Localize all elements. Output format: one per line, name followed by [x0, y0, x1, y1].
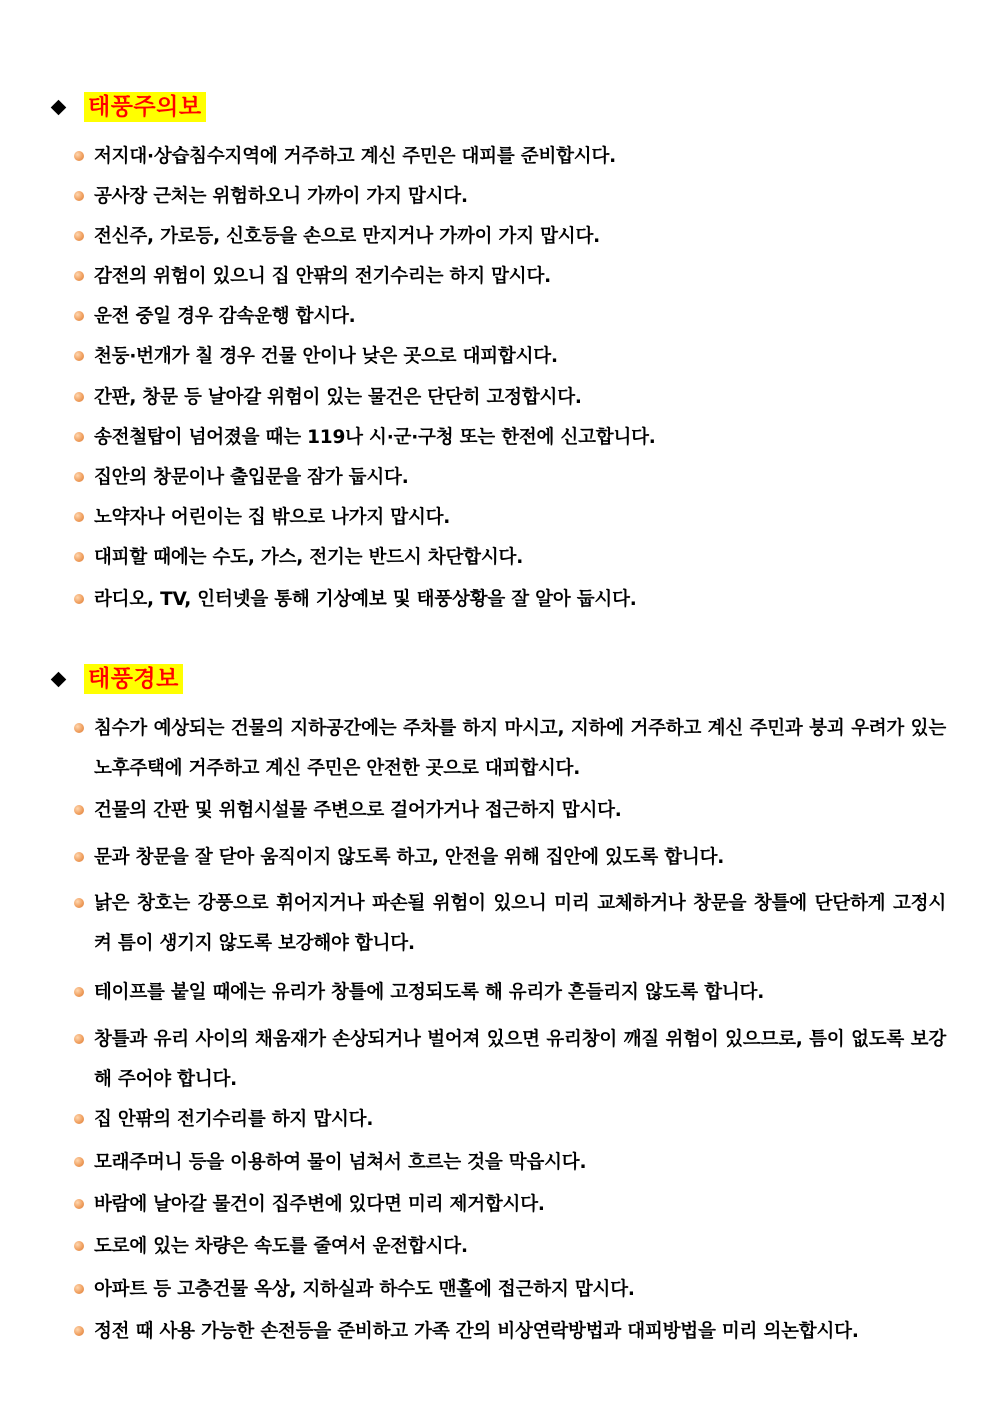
diamond-bullet-icon — [51, 671, 67, 687]
list-item — [74, 418, 946, 458]
circle-bullet-icon — [74, 1284, 84, 1294]
section-title: 태풍경보 — [84, 664, 183, 694]
list-item-text: 운전 중일 경우 감속운행 합시다. — [94, 306, 356, 327]
list-item — [74, 458, 946, 498]
list-item — [74, 709, 946, 789]
list-item-text: 대피할 때에는 수도, 가스, 전기는 반드시 차단합시다. — [94, 547, 524, 568]
list-item — [74, 297, 946, 337]
list-item-text: 아파트 등 고층건물 옥상, 지하실과 하수도 맨홀에 접근하지 맙시다. — [94, 1279, 635, 1300]
list-item — [74, 538, 946, 578]
list-item — [74, 177, 946, 217]
list-item-text: 바람에 날아갈 물건이 집주변에 있다면 미리 제거합시다. — [94, 1194, 545, 1215]
circle-bullet-icon — [74, 594, 84, 604]
circle-bullet-icon — [74, 1241, 84, 1251]
list-item-text: 천둥·번개가 칠 경우 건물 안이나 낮은 곳으로 대피합시다. — [94, 346, 558, 367]
list-item-text: 정전 때 사용 가능한 손전등을 준비하고 가족 간의 비상연락방법과 대피방법을 미리 의논합시다. — [94, 1321, 859, 1342]
circle-bullet-icon — [74, 1199, 84, 1209]
circle-bullet-icon — [74, 852, 84, 862]
list-item-text: 문과 창문을 잘 닫아 움직이지 않도록 하고, 안전을 위해 집안에 있도록 합니다. — [94, 847, 725, 868]
section-heading-typhoon-advisory — [50, 90, 206, 124]
list-item — [74, 1227, 946, 1267]
list-item-text: 창틀과 유리 사이의 채움재가 손상되거나 벌어져 있으면 유리창이 깨질 위험이 있으므로, 틈이 없도록 보강해 주어야 합니다. — [94, 1029, 946, 1090]
circle-bullet-icon — [74, 552, 84, 562]
list-item-text: 노약자나 어린이는 집 밖으로 나가지 맙시다. — [94, 507, 451, 528]
list-item-text: 낡은 창호는 강풍으로 휘어지거나 파손될 위험이 있으니 미리 교체하거나 창문을 창틀에 단단하게 고정시켜 틈이 생기지 않도록 보강해야 합니다. — [94, 893, 946, 954]
list-item-text: 모래주머니 등을 이용하여 물이 넘쳐서 흐르는 것을 막읍시다. — [94, 1152, 587, 1173]
list-item-text: 침수가 예상되는 건물의 지하공간에는 주차를 하지 마시고, 지하에 거주하고 계신 주민과 붕괴 우려가 있는 노후주택에 거주하고 계신 주민은 안전한 곳으로 대피합시다. — [94, 718, 946, 779]
list-item-text: 저지대·상습침수지역에 거주하고 계신 주민은 대피를 준비합시다. — [94, 146, 616, 167]
list-item-text: 전신주, 가로등, 신호등을 손으로 만지거나 가까이 가지 맙시다. — [94, 226, 600, 247]
list-item-text: 테이프를 붙일 때에는 유리가 창틀에 고정되도록 해 유리가 흔들리지 않도록 합니다. — [94, 982, 765, 1003]
list-item — [74, 1312, 946, 1352]
circle-bullet-icon — [74, 151, 84, 161]
list-item — [74, 337, 946, 377]
circle-bullet-icon — [74, 231, 84, 241]
list-item — [74, 1100, 946, 1140]
circle-bullet-icon — [74, 898, 84, 908]
circle-bullet-icon — [74, 805, 84, 815]
circle-bullet-icon — [74, 1326, 84, 1336]
list-item-text: 도로에 있는 차량은 속도를 줄여서 운전합시다. — [94, 1236, 468, 1257]
circle-bullet-icon — [74, 987, 84, 997]
circle-bullet-icon — [74, 432, 84, 442]
list-item — [74, 498, 946, 538]
list-item — [74, 1270, 946, 1310]
list-item-text: 송전철탑이 넘어졌을 때는 119나 시·군·구청 또는 한전에 신고합니다. — [94, 427, 656, 448]
circle-bullet-icon — [74, 472, 84, 482]
list-item-text: 집안의 창문이나 출입문을 잠가 둡시다. — [94, 467, 409, 488]
list-item — [74, 973, 946, 1013]
section-heading-typhoon-warning — [50, 662, 183, 696]
circle-bullet-icon — [74, 311, 84, 321]
list-item — [74, 1143, 946, 1183]
list-item — [74, 137, 946, 177]
list-item-text: 라디오, TV, 인터넷을 통해 기상예보 및 태풍상황을 잘 알아 둡시다. — [94, 589, 637, 610]
circle-bullet-icon — [74, 1034, 84, 1044]
circle-bullet-icon — [74, 191, 84, 201]
circle-bullet-icon — [74, 1114, 84, 1124]
circle-bullet-icon — [74, 512, 84, 522]
diamond-bullet-icon — [51, 99, 67, 115]
circle-bullet-icon — [74, 1157, 84, 1167]
list-item-text: 간판, 창문 등 날아갈 위험이 있는 물건은 단단히 고정합시다. — [94, 387, 582, 408]
circle-bullet-icon — [74, 271, 84, 281]
list-item — [74, 378, 946, 418]
list-item — [74, 217, 946, 257]
list-item — [74, 580, 946, 620]
list-item — [74, 1185, 946, 1225]
list-item-text: 집 안팎의 전기수리를 하지 맙시다. — [94, 1109, 374, 1130]
list-item-text: 건물의 간판 및 위험시설물 주변으로 걸어가거나 접근하지 맙시다. — [94, 800, 622, 821]
circle-bullet-icon — [74, 723, 84, 733]
list-item-text: 감전의 위험이 있으니 집 안팎의 전기수리는 하지 맙시다. — [94, 266, 551, 287]
list-item — [74, 791, 946, 831]
list-item — [74, 884, 946, 964]
list-item — [74, 838, 946, 878]
list-item — [74, 257, 946, 297]
circle-bullet-icon — [74, 392, 84, 402]
list-item — [74, 1020, 946, 1100]
circle-bullet-icon — [74, 351, 84, 361]
list-item-text: 공사장 근처는 위험하오니 가까이 가지 맙시다. — [94, 186, 468, 207]
section-title: 태풍주의보 — [84, 92, 206, 122]
